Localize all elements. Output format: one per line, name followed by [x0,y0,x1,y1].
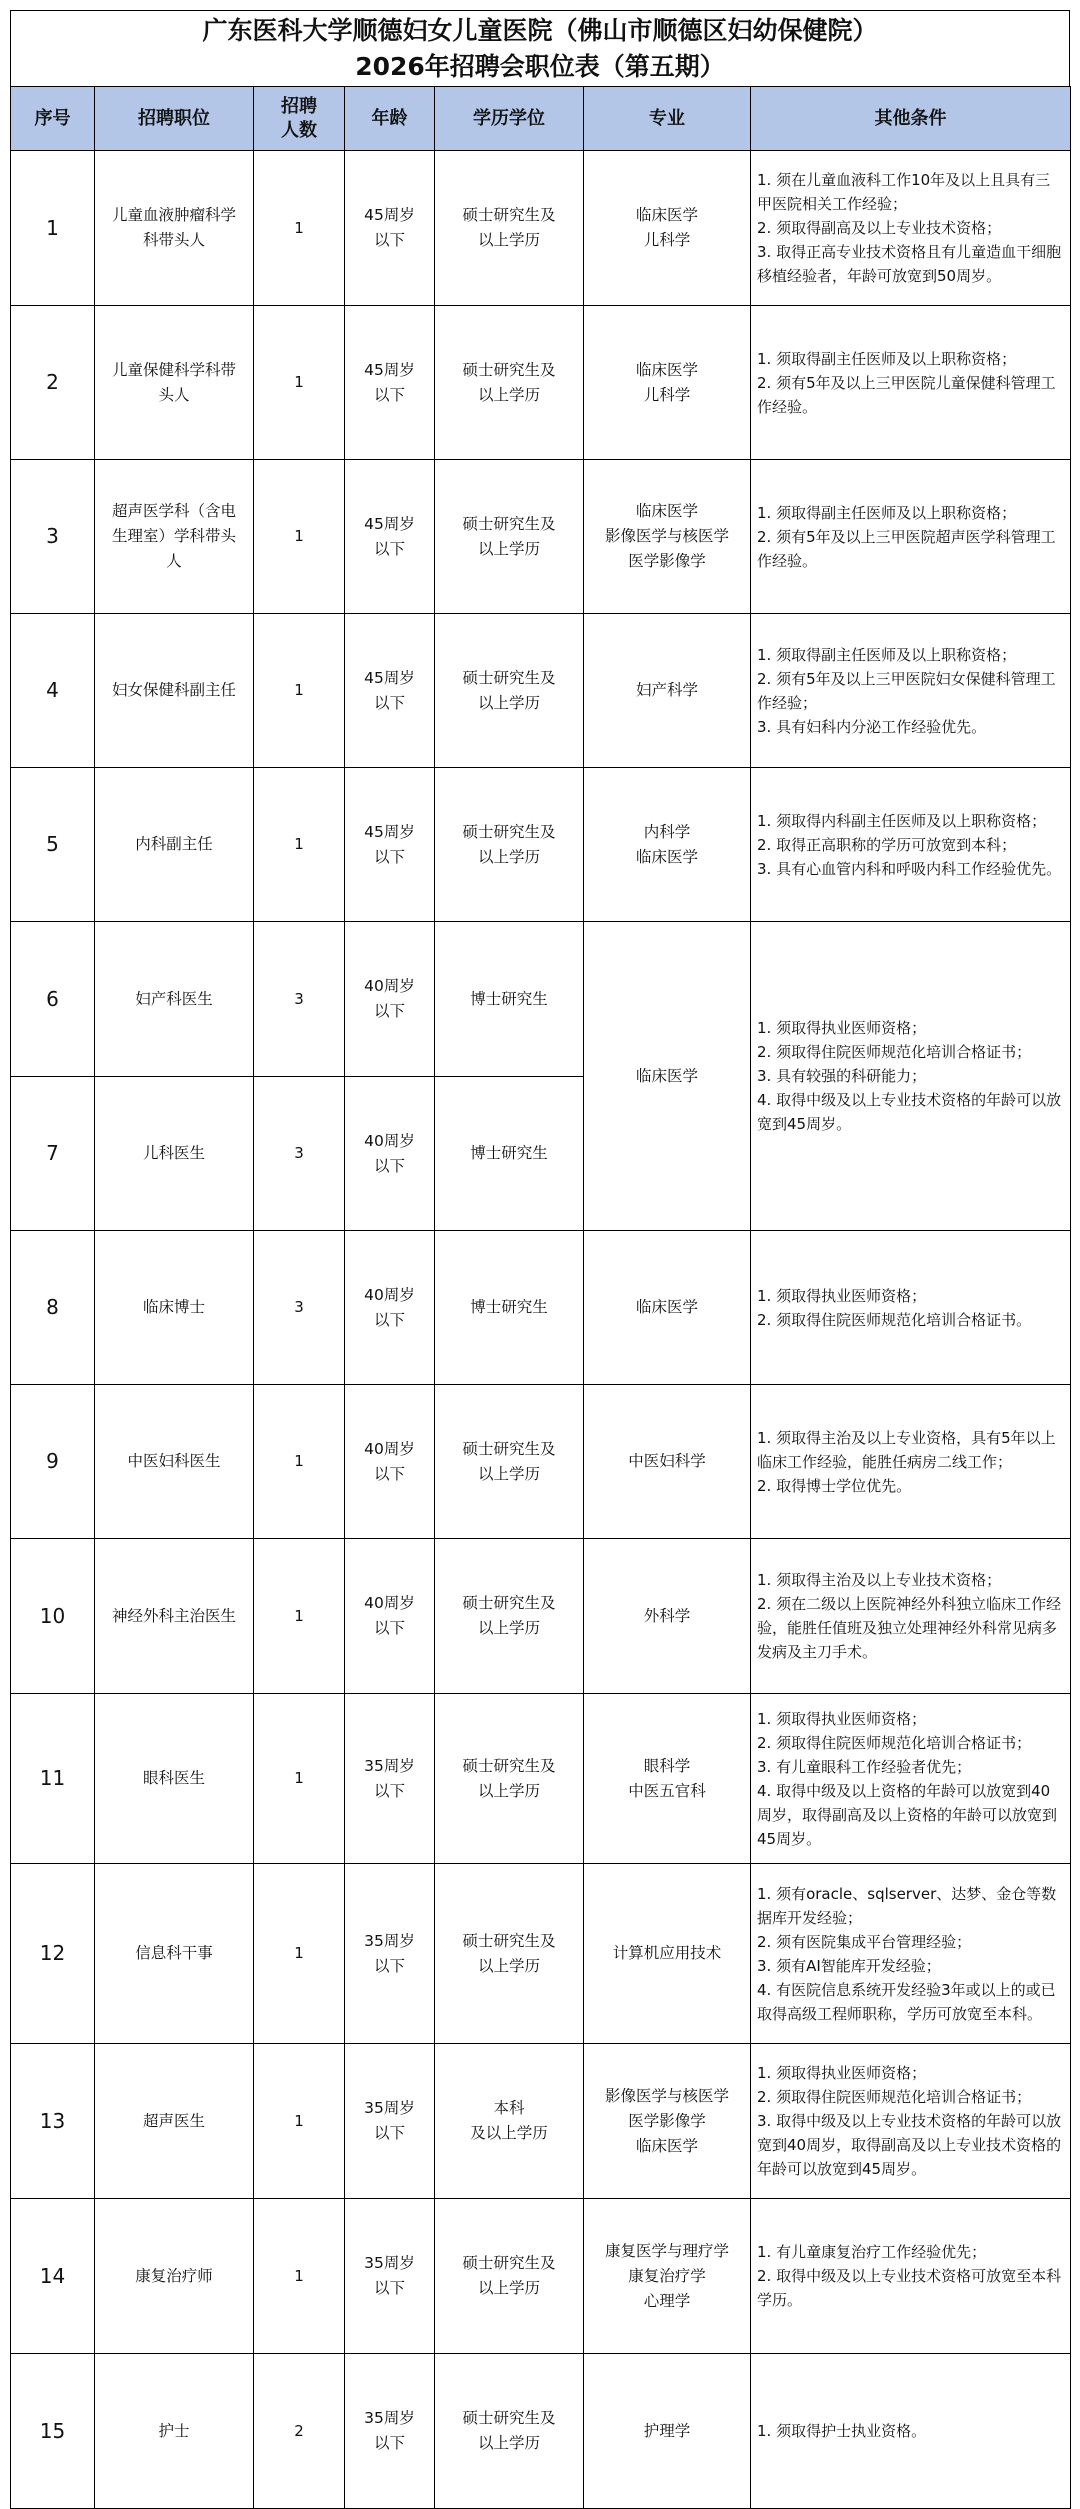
other-condition-line: 1. 须取得主治及以上专业资格，具有5年以上临床工作经验，能胜任病房二线工作； [757,1428,1056,1471]
cell-age [345,1864,435,2044]
cell-seq-text: 11 [39,1766,66,1790]
cell-age-text: 45周岁以下 [364,206,415,249]
cell-age-text: 35周岁以下 [364,2099,415,2142]
header-seq: 序号 [11,87,95,151]
other-condition-line: 2. 须取得住院医师规范化培训合格证书。 [757,1310,1032,1329]
other-condition-line: 3. 取得中级及以上专业技术资格的年龄可以放宽到40周岁，取得副高及以上专业技术资格的年龄可以放宽到45周岁。 [757,2112,1062,2178]
cell-position-text: 儿童血液肿瘤科学科带头人 [111,206,236,249]
cell-major-text: 康复医学与理疗学 康复治疗学 心理学 [604,2241,729,2310]
cell-position [95,2044,254,2199]
cell-position [95,922,254,1077]
cell-seq-text: 15 [39,2418,66,2443]
cell-other [751,1385,1071,1539]
other-condition-line: 2. 须有5年及以上三甲医院妇女保健科管理工作经验； [757,669,1056,712]
cell-position [95,151,254,306]
cell-age [345,460,435,614]
cell-age [345,2354,435,2509]
cell-seq-text: 1 [46,215,59,240]
other-condition-line: 1. 须取得护士执业资格。 [757,2422,927,2440]
cell-other [751,1694,1071,1864]
other-condition-line: 2. 须在二级以上医院神经外科独立临床工作经验，能胜任值班及独立处理神经外科常见病多发病及主刀手术。 [757,1595,1062,1661]
cell-education [435,614,584,768]
cell-major-text: 妇产科学 [635,681,698,699]
table-row [11,2199,1071,2354]
table-row [11,1385,1071,1539]
cell-seq-text: 6 [46,986,59,1011]
cell-age [345,306,435,460]
cell-position [95,2354,254,2509]
cell-other [751,614,1071,768]
other-condition-line: 1. 须取得主治及以上专业技术资格； [757,1571,1002,1589]
cell-major [584,2199,751,2354]
cell-seq-text: 10 [39,1603,66,1628]
cell-position-text: 儿童保健科学科带头人 [111,360,236,404]
cell-seq [11,614,95,768]
cell-major-text: 外科学 [643,1606,691,1625]
other-condition-line: 2. 须有医院集成平台管理经验； [757,1932,972,1951]
cell-age [345,922,435,1077]
table-row [11,306,1071,460]
title-line-2: 2026年招聘会职位表（第五期） [355,51,725,81]
table-row [11,614,1071,768]
cell-seq-text: 8 [46,1295,59,1319]
cell-count-text: 1 [294,373,304,391]
cell-other [751,1539,1071,1694]
other-condition-line: 2. 取得中级及以上专业技术资格可放宽至本科学历。 [757,2267,1062,2309]
cell-age-text: 35周岁以下 [364,2254,415,2297]
cell-other [751,1231,1071,1385]
cell-major-text: 临床医学 儿科学 [635,360,698,404]
cell-count-text: 3 [294,1298,304,1316]
table-row [11,768,1071,922]
cell-position-text: 康复治疗师 [135,2266,213,2285]
other-condition-line: 3. 取得正高专业技术资格且有儿童造血干细胞移植经验者，年龄可放宽到50周岁。 [757,243,1062,285]
other-condition-line: 4. 取得中级及以上专业技术资格的年龄可以放宽到45周岁。 [757,1091,1062,1133]
cell-position-text: 超声医生 [142,2111,205,2130]
cell-count [254,768,345,922]
cell-age-text: 40周岁以下 [364,1439,415,1483]
cell-other [751,2044,1071,2199]
cell-count-text: 1 [294,1606,304,1625]
cell-other [751,922,1071,1231]
cell-education-text: 博士研究生 [470,1144,548,1162]
other-condition-line: 2. 须取得住院医师规范化培训合格证书； [757,2088,1032,2106]
cell-seq [11,306,95,460]
cell-education-text: 硕士研究生及以上学历 [462,1594,556,1637]
cell-age-text: 35周岁以下 [364,1756,415,1800]
cell-major-text: 临床医学 [635,1066,698,1085]
cell-count-text: 1 [294,2111,304,2130]
cell-major-text: 内科学 临床医学 [635,822,698,866]
cell-seq-text: 3 [46,524,59,548]
cell-seq [11,1539,95,1694]
cell-seq-text: 5 [46,832,59,856]
cell-count-text: 1 [294,1769,304,1787]
header-position: 招聘职位 [95,87,254,151]
cell-position [95,2199,254,2354]
cell-education-text: 硕士研究生及以上学历 [462,822,556,866]
cell-count [254,614,345,768]
cell-education [435,151,584,306]
header-row [11,87,1071,151]
cell-major-text: 影像医学与核医学 医学影像学 临床医学 [604,2086,729,2155]
cell-age [345,1077,435,1231]
cell-seq [11,768,95,922]
cell-other [751,768,1071,922]
cell-education-text: 硕士研究生及以上学历 [462,2254,556,2297]
cell-age [345,768,435,922]
cell-education [435,1385,584,1539]
cell-other [751,306,1071,460]
cell-major [584,1694,751,1864]
cell-count [254,460,345,614]
cell-position [95,1694,254,1864]
cell-count [254,922,345,1077]
cell-position [95,1539,254,1694]
cell-count-text: 1 [294,835,304,853]
cell-age [345,151,435,306]
cell-age [345,2199,435,2354]
cell-other [751,1864,1071,2044]
cell-age-text: 35周岁以下 [364,2409,415,2452]
cell-age [345,2044,435,2199]
other-condition-line: 4. 取得中级及以上资格的年龄可以放宽到40周岁，取得副高及以上资格的年龄可以放宽到45周岁。 [757,1781,1058,1848]
cell-age-text: 40周岁以下 [364,1594,415,1637]
cell-age [345,614,435,768]
cell-count-text: 1 [294,681,304,699]
cell-count-text: 1 [294,1944,304,1962]
other-condition-line: 2. 须取得住院医师规范化培训合格证书； [757,1733,1032,1752]
cell-education [435,2354,584,2509]
header-age: 年龄 [345,87,435,151]
recruitment-sheet [10,10,1070,2509]
cell-count-text: 1 [294,218,304,237]
cell-position [95,768,254,922]
cell-position-text: 儿科医生 [142,1144,205,1162]
other-condition-line: 4. 有医院信息系统开发经验3年或以上的或已取得高级工程师职称，学历可放宽至本科。 [757,1980,1056,2023]
cell-other [751,151,1071,306]
cell-count [254,2199,345,2354]
cell-major [584,614,751,768]
cell-education [435,2199,584,2354]
cell-count [254,2354,345,2509]
cell-count-text: 1 [294,527,304,545]
table-row [11,1864,1071,2044]
cell-seq [11,151,95,306]
cell-count [254,151,345,306]
cell-age-text: 40周岁以下 [364,977,415,1020]
other-condition-line: 3. 具有妇科内分泌工作经验优先。 [757,717,987,736]
header-count [254,87,345,151]
other-condition-line: 1. 须取得副主任医师及以上职称资格； [757,349,1017,368]
cell-position-text: 信息科干事 [135,1944,213,1962]
cell-seq [11,1385,95,1539]
cell-position-text: 神经外科主治医生 [111,1606,236,1625]
cell-education-text: 硕士研究生及以上学历 [462,206,556,249]
cell-education-text: 硕士研究生及以上学历 [462,668,556,712]
cell-education [435,922,584,1077]
table-row [11,460,1071,614]
other-condition-line: 2. 须取得副高及以上专业技术资格； [757,219,1002,237]
cell-seq [11,1864,95,2044]
cell-position-text: 临床博士 [142,1298,205,1316]
cell-position-text: 超声医学科（含电生理室）学科带头人 [111,502,236,570]
cell-position [95,614,254,768]
cell-count-text: 1 [294,2266,304,2285]
cell-count [254,1539,345,1694]
title-line-1: 广东医科大学顺德妇女儿童医院（佛山市顺德区妇幼保健院） [202,15,878,45]
cell-age [345,1694,435,1864]
cell-seq [11,2199,95,2354]
cell-age-text: 45周岁以下 [364,514,415,558]
sheet-title [10,10,1070,86]
cell-position [95,306,254,460]
cell-seq [11,460,95,614]
cell-education [435,1539,584,1694]
cell-major [584,1539,751,1694]
cell-major-text: 计算机应用技术 [612,1944,722,1962]
cell-position [95,1231,254,1385]
cell-education [435,1077,584,1231]
cell-major [584,460,751,614]
other-condition-line: 3. 具有心血管内科和呼吸内科工作经验优先。 [757,859,1062,878]
cell-seq-text: 4 [46,678,59,702]
cell-seq-text: 13 [39,2108,66,2133]
cell-major [584,151,751,306]
cell-age [345,1231,435,1385]
cell-position [95,1864,254,2044]
cell-major-text: 眼科学 中医五官科 [628,1756,706,1800]
cell-position-text: 眼科医生 [142,1769,205,1787]
other-condition-line: 3. 有儿童眼科工作经验者优先； [757,1757,972,1776]
other-condition-line: 2. 取得博士学位优先。 [757,1476,912,1495]
other-condition-line: 1. 须取得执业医师资格； [757,1019,927,1037]
cell-other [751,460,1071,614]
cell-education [435,1864,584,2044]
cell-count-text: 3 [294,1144,304,1162]
header-education: 学历学位 [435,87,584,151]
cell-education [435,2044,584,2199]
cell-major [584,922,751,1231]
cell-seq-text: 2 [46,370,59,394]
other-condition-line: 2. 取得正高职称的学历可放宽到本科； [757,835,1017,854]
cell-education [435,768,584,922]
other-condition-line: 2. 须有5年及以上三甲医院超声医学科管理工作经验。 [757,527,1056,570]
cell-major [584,1864,751,2044]
other-condition-line: 1. 须有oracle、sqlserver、达梦、金仓等数据库开发经验； [757,1884,1057,1927]
other-condition-line: 1. 须取得执业医师资格； [757,1286,927,1305]
cell-education-text: 博士研究生 [470,1298,548,1316]
cell-count [254,1385,345,1539]
table-row [11,1694,1071,1864]
table-row [11,1539,1071,1694]
cell-major-text: 临床医学 [635,1298,698,1316]
cell-seq-text: 7 [46,1141,59,1165]
cell-seq [11,1694,95,1864]
header-other: 其他条件 [751,87,1071,151]
other-condition-line: 1. 有儿童康复治疗工作经验优先； [757,2243,987,2261]
cell-count-text: 2 [294,2421,304,2440]
cell-count-text: 3 [294,989,304,1008]
cell-position [95,1385,254,1539]
cell-education-text: 硕士研究生及以上学历 [462,1756,556,1800]
cell-age-text: 45周岁以下 [364,822,415,866]
table-row [11,2354,1071,2509]
cell-major [584,1385,751,1539]
cell-age-text: 40周岁以下 [364,1131,415,1175]
cell-seq [11,2354,95,2509]
cell-education [435,460,584,614]
cell-education-text: 硕士研究生及以上学历 [462,1931,556,1975]
other-condition-line: 1. 须取得内科副主任医师及以上职称资格； [757,811,1047,830]
table-row [11,922,1071,1077]
cell-seq [11,1231,95,1385]
cell-age-text: 45周岁以下 [364,360,415,404]
cell-education-text: 硕士研究生及以上学历 [462,2409,556,2452]
cell-major [584,2354,751,2509]
cell-major [584,1231,751,1385]
cell-major-text: 护理学 [643,2421,691,2440]
cell-major [584,2044,751,2199]
table-row [11,1231,1071,1385]
cell-position-text: 护士 [158,2421,190,2440]
cell-position-text: 妇女保健科副主任 [111,681,236,699]
cell-seq [11,1077,95,1231]
cell-count [254,1864,345,2044]
other-condition-line: 1. 须取得副主任医师及以上职称资格； [757,503,1017,522]
cell-major [584,768,751,922]
table-body [11,151,1071,2509]
cell-seq [11,922,95,1077]
cell-seq [11,2044,95,2199]
cell-count-text: 1 [294,1452,304,1470]
cell-count [254,1231,345,1385]
cell-position [95,460,254,614]
cell-other [751,2199,1071,2354]
other-condition-line: 3. 须有AI智能库开发经验； [757,1956,941,1975]
table-row [11,2044,1071,2199]
cell-education-text: 硕士研究生及以上学历 [462,1439,556,1483]
cell-position-text: 妇产科医生 [135,989,213,1008]
cell-position-text: 内科副主任 [135,835,213,853]
other-condition-line: 1. 须取得执业医师资格； [757,1709,927,1728]
cell-seq-text: 9 [46,1449,59,1473]
table-row [11,151,1071,306]
cell-education-text: 博士研究生 [470,989,548,1008]
other-condition-line: 1. 须取得执业医师资格； [757,2064,927,2082]
other-condition-line: 2. 须有5年及以上三甲医院儿童保健科管理工作经验。 [757,373,1056,416]
cell-education-text: 硕士研究生及以上学历 [462,360,556,404]
cell-education [435,306,584,460]
cell-count [254,1694,345,1864]
cell-major [584,306,751,460]
cell-age [345,1385,435,1539]
cell-education [435,1231,584,1385]
cell-count [254,306,345,460]
cell-major-text: 中医妇科学 [628,1452,706,1470]
other-condition-line: 1. 须在儿童血液科工作10年及以上且具有三甲医院相关工作经验； [757,171,1051,213]
header-count-text: 招聘人数 [280,95,317,141]
cell-major-text: 临床医学 儿科学 [635,206,698,249]
cell-other [751,2354,1071,2509]
cell-education-text: 硕士研究生及以上学历 [462,514,556,558]
header-major: 专业 [584,87,751,151]
cell-position-text: 中医妇科医生 [127,1452,221,1470]
cell-seq-text: 14 [39,2263,66,2288]
cell-education-text: 本科 及以上学历 [470,2099,548,2142]
cell-age-text: 40周岁以下 [364,1285,415,1329]
other-condition-line: 3. 具有较强的科研能力； [757,1067,927,1085]
cell-seq-text: 12 [39,1941,66,1965]
cell-age-text: 35周岁以下 [364,1931,415,1975]
cell-age [345,1539,435,1694]
other-condition-line: 2. 须取得住院医师规范化培训合格证书； [757,1043,1032,1061]
cell-education [435,1694,584,1864]
cell-major-text: 临床医学 影像医学与核医学 医学影像学 [604,502,729,570]
cell-age-text: 45周岁以下 [364,668,415,712]
positions-table [10,86,1071,2509]
cell-count [254,2044,345,2199]
other-condition-line: 1. 须取得副主任医师及以上职称资格； [757,645,1017,664]
cell-count [254,1077,345,1231]
cell-position [95,1077,254,1231]
